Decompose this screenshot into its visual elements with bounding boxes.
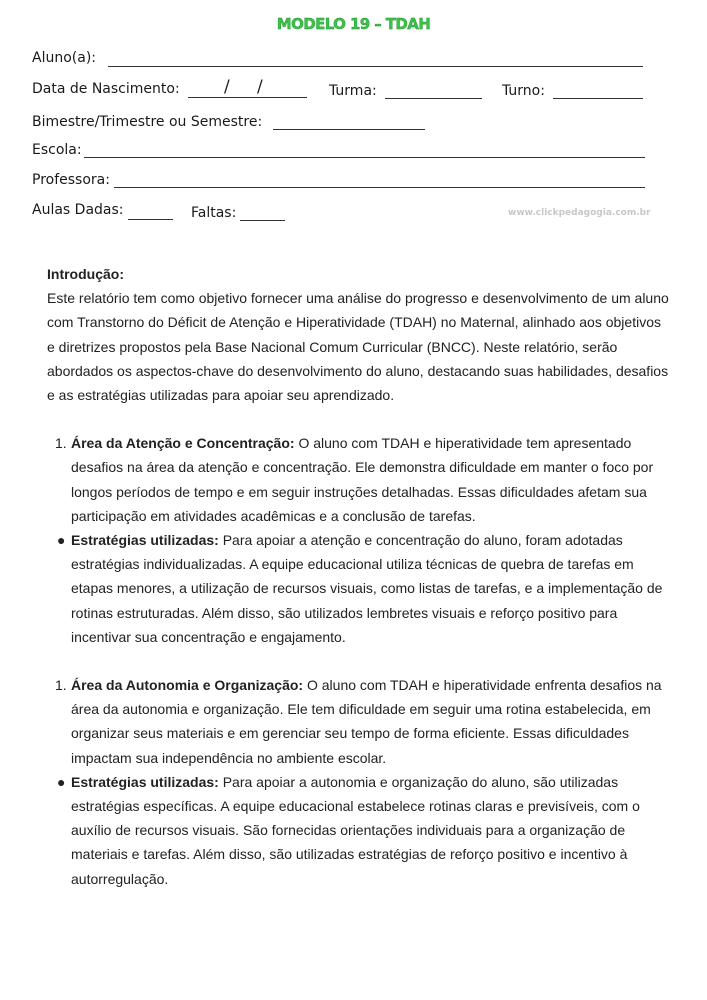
report-body — [47, 262, 672, 891]
label-bimestre: Bimestre/Trimestre ou Semestre: — [32, 114, 263, 130]
list-item — [47, 431, 672, 528]
section-text: O aluno com TDAH e hiperatividade enfrenta desafios na área da autonomia e organização. Ele tem dificuldade em seguir uma rotina estabelecida, em organizar seus materiais e em gerenciar seu tempo de forma eficiente. Essas dificuldades impactam sua independência no ambiente escolar. — [71, 677, 662, 766]
section-heading: Área da Autonomia e Organização: — [71, 677, 304, 694]
strategy-text: Para apoiar a atenção e concentração do aluno, foram adotadas estratégias individualizadas. A equipe educacional utiliza técnicas de quebra de tarefas em etapas menores, a utilização de recursos visuais, como listas de tarefas, e a implementação de rotinas estruturadas. Além disso, são utilizados lembretes visuais e reforço positivo para incentivar sua concentração e engajamento. — [71, 532, 663, 645]
field-turno[interactable] — [553, 98, 643, 99]
intro-heading: Introdução: — [47, 266, 124, 282]
field-nascimento[interactable] — [188, 97, 307, 98]
section-autonomia — [47, 673, 672, 891]
document-title: MODELO 19 – TDAH — [276, 15, 431, 33]
field-turma[interactable] — [385, 98, 482, 99]
label-turma: Turma: — [329, 83, 377, 99]
section-text: O aluno com TDAH e hiperatividade tem apresentado desafios na área da atenção e concentração. Ele demonstra dificuldade em manter o foco por longos períodos de tempo e em seguir instruções detalhadas. Essas dificuldades afetam sua participação em atividades acadêmicas e a conclusão de tarefas. — [71, 435, 654, 524]
label-faltas: Faltas: — [191, 205, 237, 221]
field-professora[interactable] — [114, 187, 645, 188]
list-number: 1. — [55, 677, 67, 694]
field-aulas-dadas[interactable] — [128, 219, 173, 220]
label-aluno: Aluno(a): — [32, 50, 96, 66]
field-escola[interactable] — [84, 157, 645, 158]
list-number: 1. — [55, 435, 67, 452]
label-professora: Professora: — [32, 172, 110, 188]
list-item — [47, 673, 672, 770]
strategy-heading: Estratégias utilizadas: — [71, 532, 219, 549]
strategy-text: Para apoiar a autonomia e organização do aluno, são utilizadas estratégias específicas. A equipe educacional estabelece rotinas claras e previsíveis, com o auxílio de recursos visuais. São fornecidas orientações individuais para a organização de materiais e tarefas. Além disso, são utilizadas estratégias de reforço positivo e incentivo à autorregulação. — [71, 773, 640, 887]
intro-text: Este relatório tem como objetivo fornecer uma análise do progresso e desenvolvimento de um aluno com Transtorno do Déficit de Atenção e Hiperatividade (TDAH) no Maternal, alinhado aos objetivos e diretrizes propostos pela Base Nacional Comum Curricular (BNCC). Neste relatório, serão abordados os aspectos-chave do desenvolvimento do aluno, destacando suas habilidades, desafios e as estratégias utilizadas para apoiar seu aprendizado. — [47, 290, 669, 404]
date-separator: / — [257, 77, 263, 97]
list-item — [47, 528, 672, 649]
strategy-heading: Estratégias utilizadas: — [71, 773, 219, 790]
field-faltas[interactable] — [240, 220, 285, 221]
bullet-icon: ● — [57, 532, 66, 549]
label-nascimento: Data de Nascimento: — [32, 81, 180, 97]
list-item — [47, 770, 672, 891]
section-atencao — [47, 431, 672, 649]
date-separator: / — [224, 77, 230, 97]
bullet-icon: ● — [57, 773, 66, 790]
label-escola: Escola: — [32, 142, 82, 158]
label-aulas-dadas: Aulas Dadas: — [32, 202, 124, 218]
field-bimestre[interactable] — [273, 129, 425, 130]
label-turno: Turno: — [502, 83, 545, 99]
section-heading: Área da Atenção e Concentração: — [71, 435, 295, 452]
watermark: www.clickpedagogia.com.br — [508, 208, 651, 218]
field-aluno[interactable] — [108, 66, 643, 67]
